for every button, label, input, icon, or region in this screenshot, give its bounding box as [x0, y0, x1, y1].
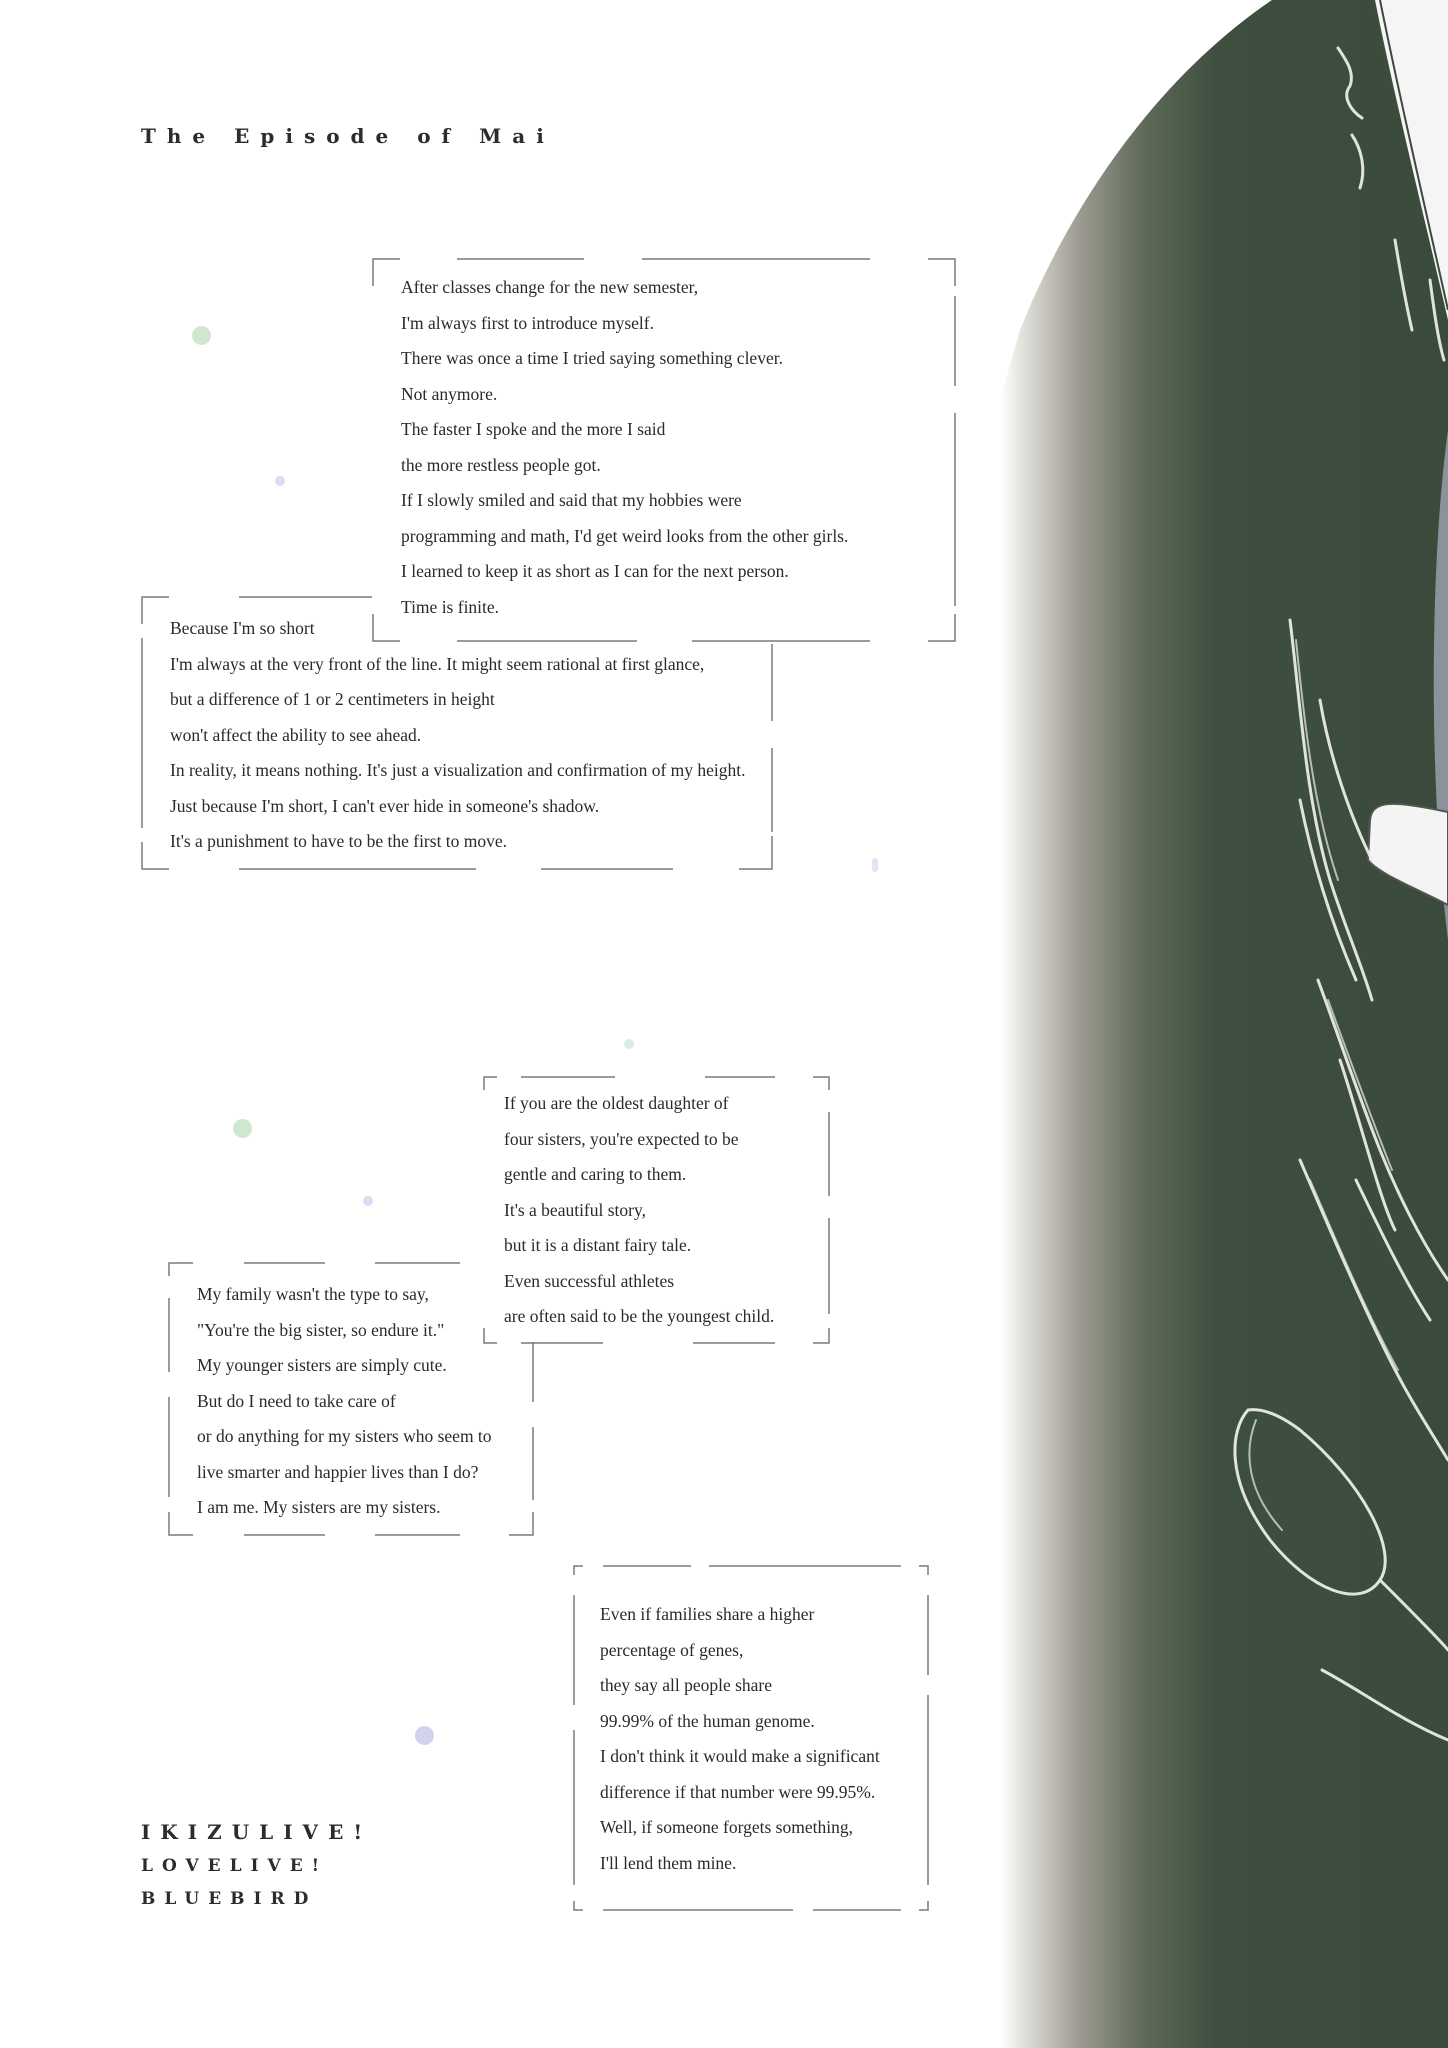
text-line: I am me. My sisters are my sisters.: [197, 1497, 441, 1517]
text-line: Time is finite.: [401, 596, 500, 617]
text-line: "You're the big sister, so endure it.": [197, 1319, 445, 1340]
text-line: There was once a time I tried saying something clever.: [401, 348, 783, 368]
brand-line-bluebird: BLUEBIRD: [141, 1889, 318, 1909]
text-box-family: [168, 1262, 534, 1536]
text-lines: [401, 270, 948, 625]
brand-line-lovelive: LOVELIVE!: [141, 1856, 329, 1876]
text-line: I learned to keep it as short as I can for the next person.: [401, 561, 789, 581]
text-line: but it is a distant fairy tale.: [504, 1235, 692, 1255]
text-line: My younger sisters are simply cute.: [197, 1355, 447, 1375]
text-line: Not anymore.: [401, 383, 498, 404]
text-line: are often said to be the youngest child.: [504, 1306, 775, 1326]
brand-line-ikizulive: IKIZULIVE!: [141, 1820, 373, 1844]
text-lines: [170, 611, 765, 860]
text-line: If I slowly smiled and said that my hobbies were: [401, 490, 742, 510]
text-line: Even if families share a higher: [600, 1604, 815, 1624]
text-line: or do anything for my sisters who seem to: [197, 1426, 492, 1446]
text-line: programming and math, I'd get weird looks from the other girls.: [401, 525, 849, 546]
text-line: four sisters, you're expected to be: [504, 1128, 739, 1149]
text-line: If you are the oldest daughter of: [504, 1093, 729, 1113]
text-line: Because I'm so short: [170, 618, 315, 638]
text-line: difference if that number were 99.95%.: [600, 1781, 876, 1802]
text-line: I don't think it would make a significant: [600, 1746, 880, 1766]
text-line: they say all people share: [600, 1675, 773, 1695]
decorative-dot-lavender: [415, 1726, 434, 1745]
text-line: Well, if someone forgets something,: [600, 1817, 853, 1837]
text-line: the more restless people got.: [401, 454, 601, 475]
text-lines: [197, 1277, 526, 1526]
text-line: It's a punishment to have to be the first to move.: [170, 831, 508, 851]
text-line: Just because I'm short, I can't ever hide in someone's shadow.: [170, 795, 600, 816]
page-title: The Episode of Mai: [141, 124, 555, 148]
text-line: After classes change for the new semester,: [401, 277, 699, 297]
text-line: I'm always at the very front of the line. It might seem rational at first glance,: [170, 653, 705, 674]
decorative-dot-green: [624, 1039, 634, 1049]
text-box-genome: [573, 1565, 929, 1911]
text-line: 99.99% of the human genome.: [600, 1710, 815, 1731]
chalkboard-illustration: [1000, 0, 1448, 2048]
text-lines: [504, 1086, 822, 1335]
decorative-dot-green: [192, 326, 211, 345]
text-box-oldest-daughter: [483, 1076, 830, 1344]
text-line: I'm always first to introduce myself.: [401, 312, 654, 333]
text-line: My family wasn't the type to say,: [197, 1284, 429, 1304]
text-line: The faster I spoke and the more I said: [401, 419, 666, 439]
text-box-height: [141, 596, 773, 871]
text-line: won't affect the ability to see ahead.: [170, 724, 422, 745]
text-line: percentage of genes,: [600, 1639, 744, 1660]
text-lines: [600, 1597, 921, 1881]
text-line: I'll lend them mine.: [600, 1852, 737, 1873]
text-line: gentle and caring to them.: [504, 1164, 687, 1184]
text-line: Even successful athletes: [504, 1270, 675, 1291]
text-box-introductions: [372, 258, 956, 642]
decorative-dot-lavender: [275, 476, 285, 486]
text-line: It's a beautiful story,: [504, 1199, 646, 1220]
text-line: In reality, it means nothing. It's just a visualization and confirmation of my height.: [170, 760, 746, 780]
text-line: But do I need to take care of: [197, 1390, 396, 1411]
decorative-dot-lavender: [363, 1196, 373, 1206]
text-line: live smarter and happier lives than I do?: [197, 1461, 479, 1482]
decorative-dot-green: [233, 1119, 252, 1138]
text-line: but a difference of 1 or 2 centimeters in height: [170, 689, 495, 709]
decorative-dot-lavender: [872, 858, 878, 872]
chalkboard-surface: [1000, 0, 1448, 2048]
